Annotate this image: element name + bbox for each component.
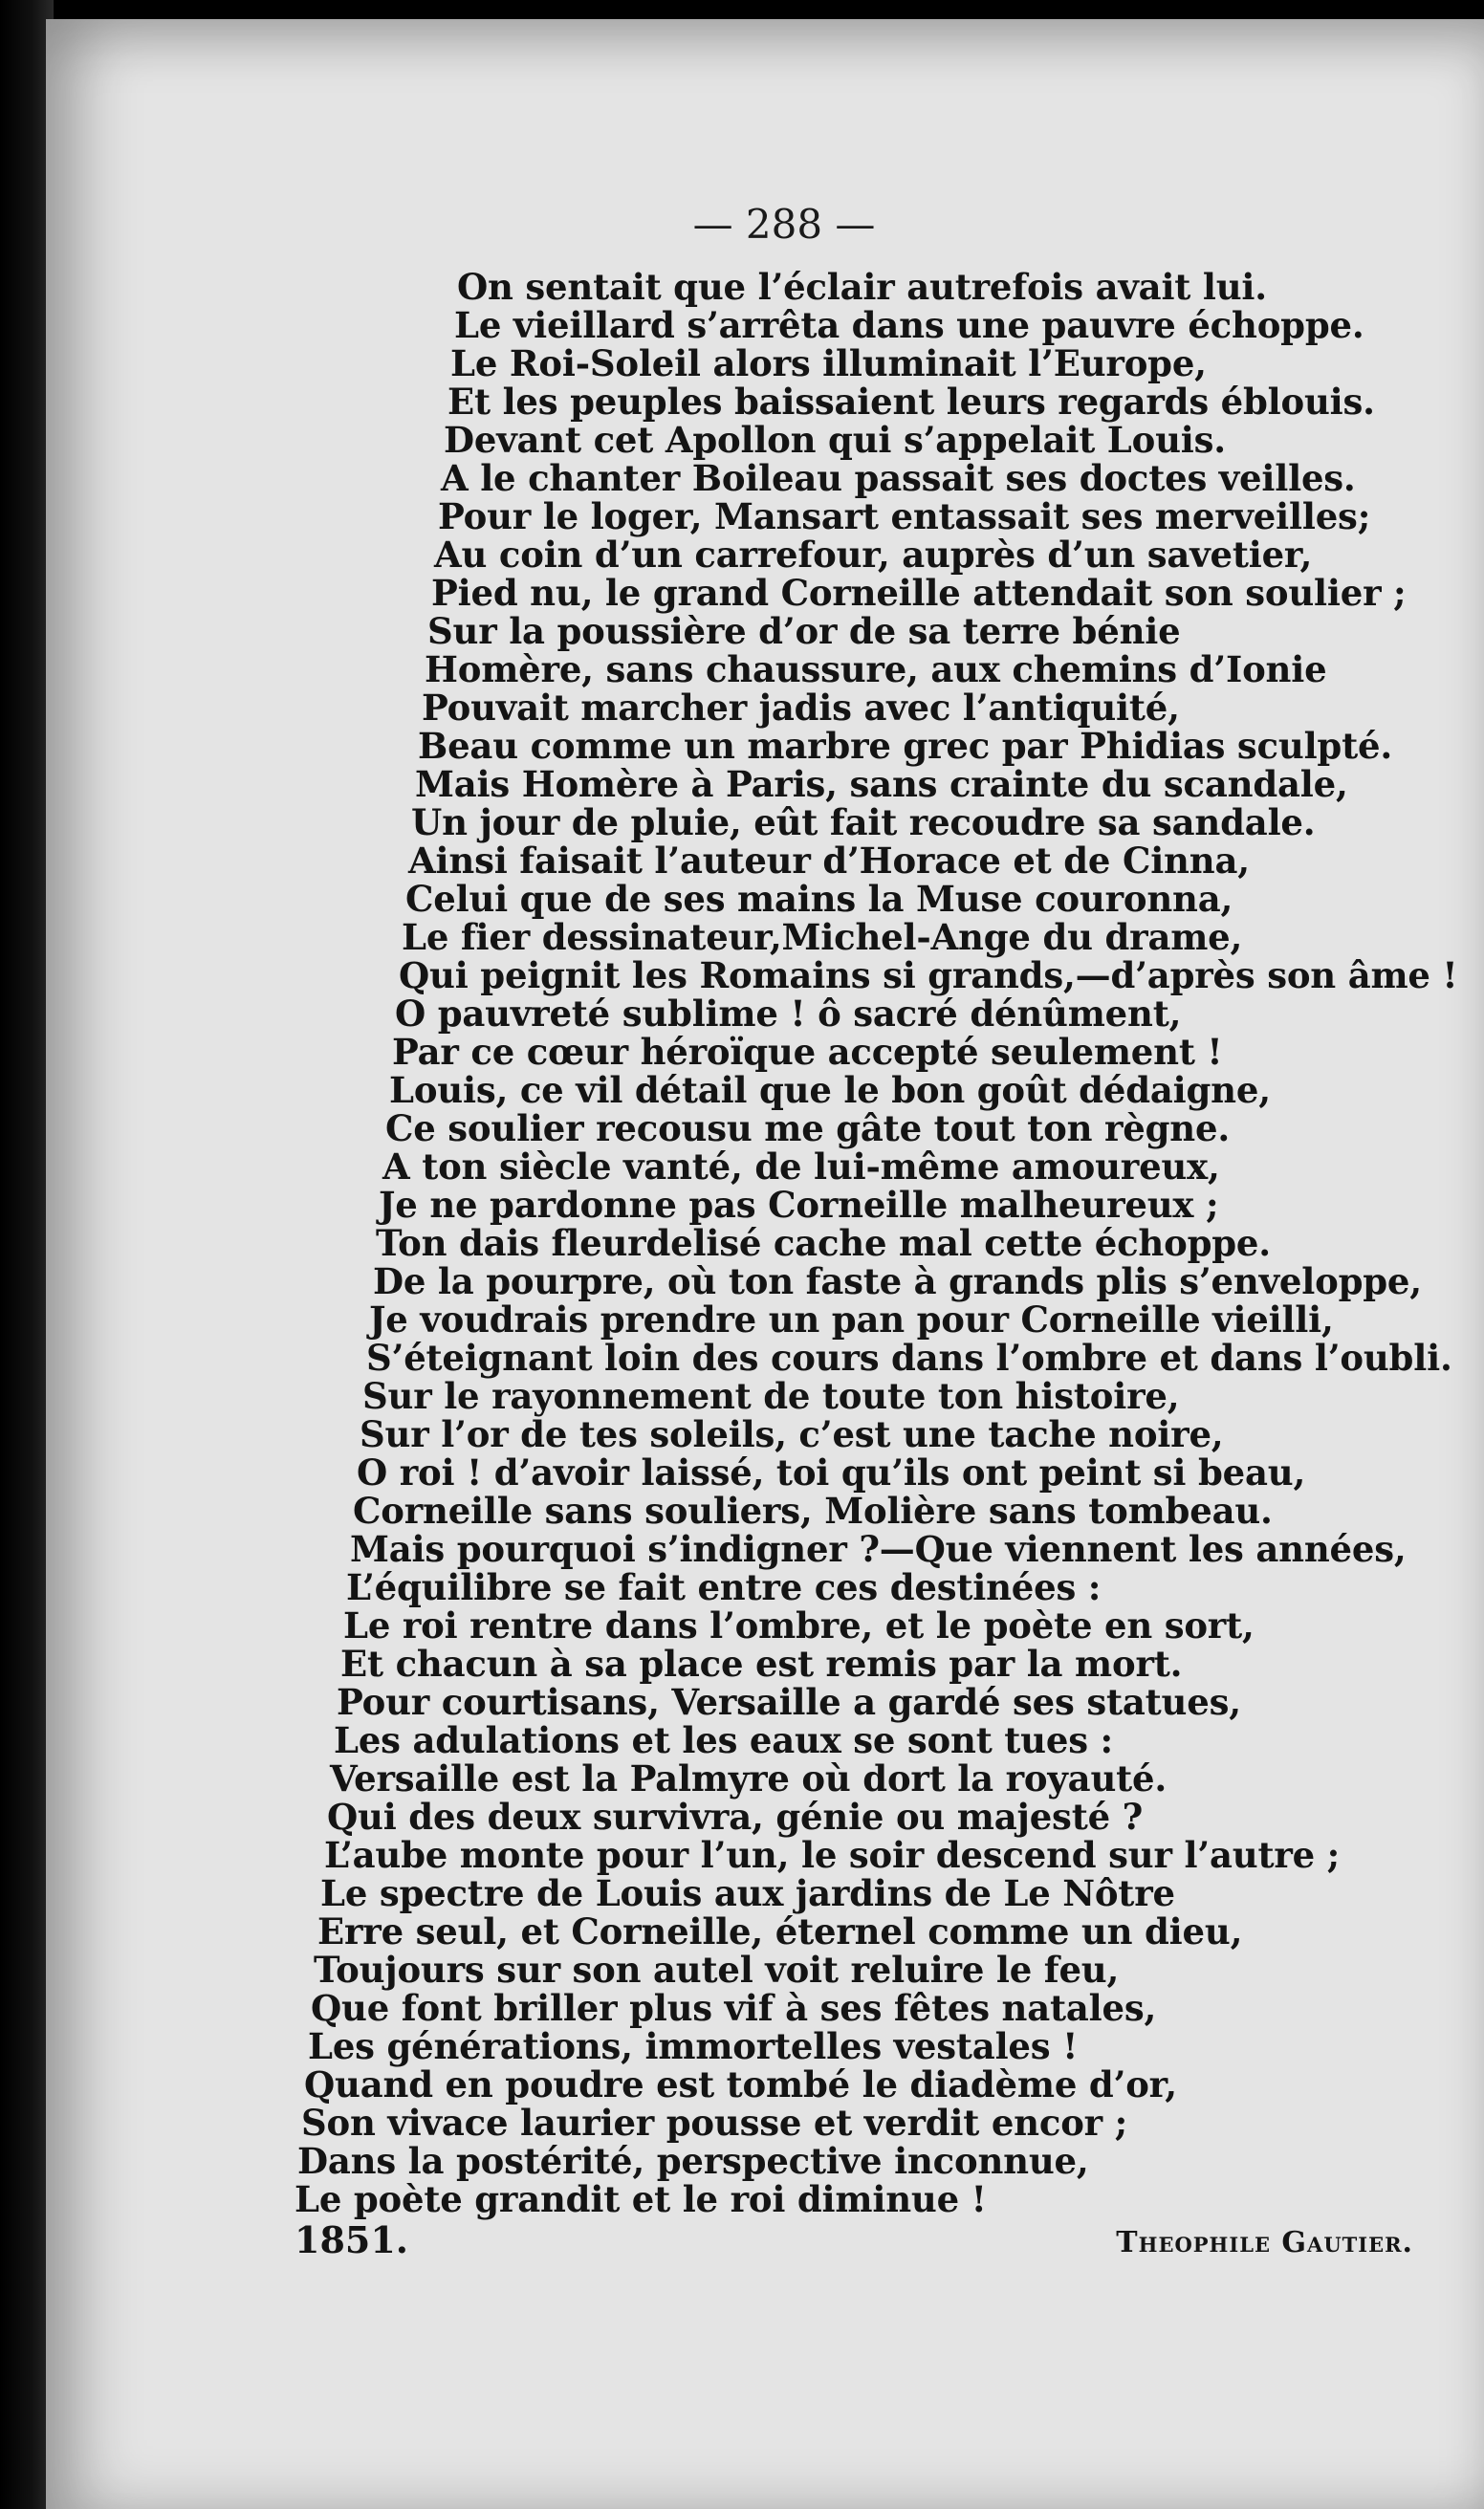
poem-line: Le poète grandit et le roi diminue ! xyxy=(295,2178,987,2220)
poem-line: Devant cet Apollon qui s’appelait Louis. xyxy=(444,419,1226,461)
poem-line: Le vieillard s’arrêta dans une pauvre échoppe. xyxy=(454,304,1364,346)
poem-line: O roi ! d’avoir laissé, toi qu’ils ont peint si beau, xyxy=(357,1451,1306,1494)
poem-line: Homère, sans chaussure, aux chemins d’Ionie xyxy=(425,648,1327,690)
book-page xyxy=(46,19,1484,2509)
poem-line: Et chacun à sa place est remis par la mort. xyxy=(340,1643,1183,1685)
poem-line: Par ce cœur héroïque accepté seulement ! xyxy=(392,1031,1223,1073)
poem-line: Beau comme un marbre grec par Phidias sculpté. xyxy=(418,725,1393,767)
poem-line: Ce soulier recousu me gâte tout ton règne. xyxy=(385,1107,1231,1149)
poem-line: Toujours sur son autel voit reluire le feu, xyxy=(314,1949,1120,1991)
poem-line: Et les peuples baissaient leurs regards éblouis. xyxy=(447,381,1375,423)
poem-line: Un jour de pluie, eût fait recoudre sa sandale. xyxy=(411,801,1316,843)
poem-line: Le roi rentre dans l’ombre, et le poète en sort, xyxy=(343,1604,1255,1647)
poem-line: A le chanter Boileau passait ses doctes veilles. xyxy=(441,457,1356,499)
poem-line: Je ne pardonne pas Corneille malheureux ; xyxy=(379,1184,1219,1226)
poem-line: Dans la postérité, perspective inconnue, xyxy=(297,2140,1089,2182)
poem-line: Son vivace laurier pousse et verdit encor ; xyxy=(301,2102,1128,2144)
poem-line: Celui que de ses mains la Muse couronna, xyxy=(405,878,1233,920)
poem-year: 1851. xyxy=(295,2218,408,2261)
poem-author: Theophile Gautier. xyxy=(1116,2226,1413,2259)
poem-line: Les générations, immortelles vestales ! xyxy=(308,2025,1079,2067)
poem-line: A ton siècle vanté, de lui-même amoureux, xyxy=(382,1145,1220,1188)
poem-line: De la pourpre, où ton faste à grands plis s’enveloppe, xyxy=(373,1260,1422,1302)
poem-line: L’équilibre se fait entre ces destinées : xyxy=(346,1566,1102,1608)
poem-line: Le Roi-Soleil alors illuminait l’Europe, xyxy=(450,342,1207,384)
poem-line: Versaille est la Palmyre où dort la royauté. xyxy=(330,1757,1168,1800)
poem-line: Je voudrais prendre un pan pour Corneille vieilli, xyxy=(369,1298,1334,1341)
poem-line: L’aube monte pour l’un, le soir descend sur l’autre ; xyxy=(324,1834,1341,1876)
poem-line: Le spectre de Louis aux jardins de Le Nôtre xyxy=(320,1872,1175,1914)
page-footer xyxy=(295,2218,1413,2276)
poem-line: Erre seul, et Corneille, éternel comme un dieu, xyxy=(317,1910,1243,1953)
poem-line: S’éteignant loin des cours dans l’ombre et dans l’oubli. xyxy=(366,1337,1452,1379)
poem-line: Le fier dessinateur,Michel-Ange du drame, xyxy=(402,916,1243,958)
poem-line: Mais Homère à Paris, sans crainte du scandale, xyxy=(415,763,1348,805)
poem-line: Sur le rayonnement de toute ton histoire, xyxy=(362,1375,1180,1417)
poem-line: Sur la poussière d’or de sa terre bénie xyxy=(427,610,1181,652)
poem-line: Pouvait marcher jadis avec l’antiquité, xyxy=(422,687,1180,729)
page-number: — 288 — xyxy=(692,201,876,248)
poem-line: Quand en poudre est tombé le diadème d’or, xyxy=(304,2063,1177,2105)
poem-line: Au coin d’un carrefour, auprès d’un savetier, xyxy=(434,534,1313,576)
poem-line: Louis, ce vil détail que le bon goût dédaigne, xyxy=(389,1069,1271,1111)
poem-line: Mais pourquoi s’indigner ?—Que viennent les années, xyxy=(350,1528,1407,1570)
poem-line: On sentait que l’éclair autrefois avait lui. xyxy=(457,266,1267,308)
poem-line: O pauvreté sublime ! ô sacré dénûment, xyxy=(395,993,1182,1035)
poem-line: Sur l’or de tes soleils, c’est une tache noire, xyxy=(360,1413,1224,1455)
poem-line: Ton dais fleurdelisé cache mal cette échoppe. xyxy=(376,1222,1271,1264)
poem-line: Corneille sans souliers, Molière sans tombeau. xyxy=(353,1490,1273,1532)
poem-line: Qui des deux survivra, génie ou majesté ? xyxy=(327,1796,1144,1838)
poem xyxy=(295,266,1461,2220)
poem-line: Pour courtisans, Versaille a gardé ses statues, xyxy=(337,1681,1241,1723)
poem-line: Pour le loger, Mansart entassait ses merveilles; xyxy=(438,495,1371,537)
poem-line: Qui peignit les Romains si grands,—d’après son âme ! xyxy=(399,954,1458,996)
poem-line: Pied nu, le grand Corneille attendait son soulier ; xyxy=(431,572,1407,614)
poem-line: Les adulations et les eaux se sont tues : xyxy=(334,1719,1113,1761)
poem-line: Que font briller plus vif à ses fêtes natales, xyxy=(311,1987,1157,2029)
poem-line: Ainsi faisait l’auteur d’Horace et de Cinna, xyxy=(408,840,1250,882)
